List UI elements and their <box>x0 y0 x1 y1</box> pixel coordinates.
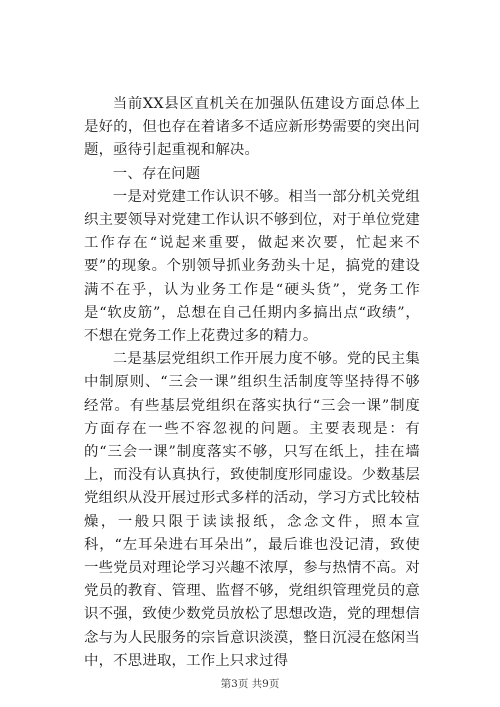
document-body <box>84 93 420 673</box>
page-footer: 第3页 共9页 <box>220 678 280 690</box>
paragraph-point-two: 二是基层党组织工作开展力度不够。党的民主集中制原则、“三会一课”组织生活制度等坚持得不够经常。有些基层党组织在落实执行“三会一课”制度方面存在一些不容忽视的问题。主要表现是：有的“三会一课”制度落实不够，只写在纸上，挂在墙上，而没有认真执行，致使制度形同虚设。少数基层党组织从没开展过形式多样的活动，学习方式比较枯燥，一般只限于读读报纸，念念文件，照本宣科，“左耳朵进右耳朵出”，最后谁也没记清，致使一些党员对理论学习兴趣不浓厚，参与热情不高。对党员的教育、管理、监督不够，党组织管理党员的意识不强，致使少数党员放松了思想改造，党的理想信念与为人民服务的宗旨意识淡漠，整日沉浸在悠闲当中，不思进取，工作上只求过得 <box>84 351 420 669</box>
paragraph-point-one: 一是对党建工作认识不够。相当一部分机关党组织主要领导对党建工作认识不够到位，对于单位党建工作存在“说起来重要，做起来次要，忙起来不要”的现象。个别领导抓业务劲头十足，搞党的建设满不在乎，认为业务工作是“硬头货”，党务工作是“软皮筋”，总想在自己任期内多搞出点“政绩”，不想在党务工作上花费过多的精力。 <box>84 188 420 345</box>
paragraph-intro: 当前XX县区直机关在加强队伍建设方面总体上是好的，但也存在着诸多不适应新形势需要的突出问题，亟待引起重视和解决。 <box>84 96 420 159</box>
section-heading: 一、存在问题 <box>112 165 201 182</box>
